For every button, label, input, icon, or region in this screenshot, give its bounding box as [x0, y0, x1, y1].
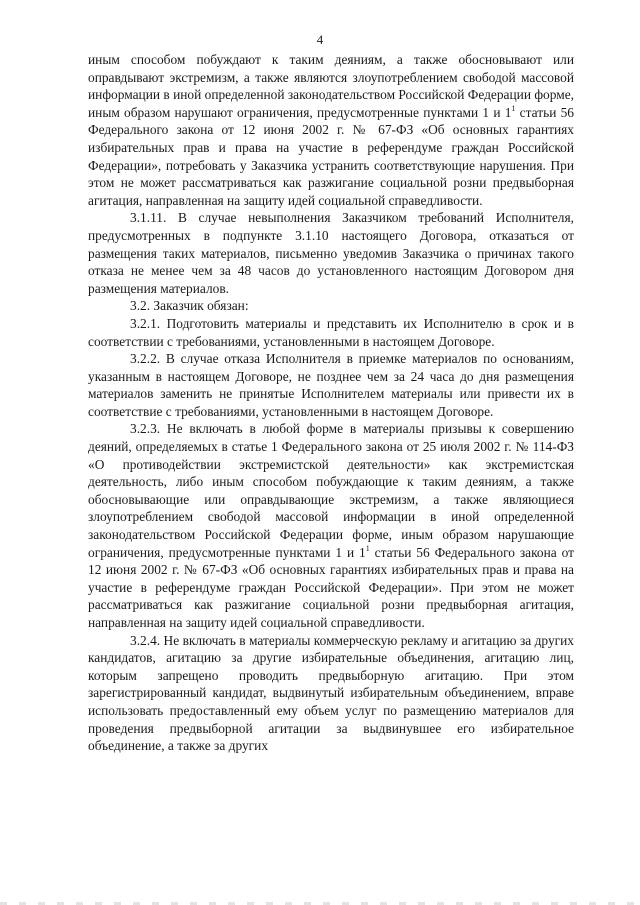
text-run: 3.2. Заказчик обязан:	[130, 298, 249, 314]
document-body	[88, 51, 574, 755]
superscript: 1	[511, 103, 516, 113]
paragraph	[88, 350, 574, 420]
paragraph	[88, 209, 574, 297]
paragraph	[88, 315, 574, 350]
text-run: статьи 56 Федерального закона от 12 июня 2002 г. № 67-ФЗ «Об основных гарантиях избирательных прав и права на участие в референдуме граждан Российской Федерации», потребовать у Заказчика устранить соответствующие нарушения. При этом не может рассматриваться как разжигание социальной розни предвыборная агитация, направленная на защиту идей социальной справедливости.	[88, 104, 574, 208]
text-run: 3.2.4. Не включать в материалы коммерческую рекламу и агитацию за других кандидатов, агитацию за другие избирательные объединения, агитацию лиц, которым запрещено проводить предвыборную агитацию. При этом зарегистрированный кандидат, выдвинутый избирательным объединением, вправе использовать предоставленный ему объем услуг по размещению материалов для проведения предвыборной агитации за выдвинувшее его избирательное объединение, а также за других	[88, 632, 574, 754]
superscript: 1	[365, 543, 370, 553]
text-run: статьи 56 Федерального закона от 12 июня 2002 г. № 67-ФЗ «Об основных гарантиях избирательных прав и права на участие в референдуме граждан Российской Федерации». При этом не может рассматриваться как разжигание социальной розни предвыборная агитация, направленная на защиту идей социальной справедливости.	[88, 544, 574, 630]
text-run: иным способом побуждают к таким деяниям, а также обосновывают или оправдывают экстремизм, а также являются злоупотреблением свободой массовой информации в иной определенной законодательством Российской Федерации форме, иным образом нарушают ограничения, предусмотренные пунктами 1 и 1	[88, 52, 574, 120]
paragraph	[88, 297, 574, 315]
text-run: 3.2.2. В случае отказа Исполнителя в приемке материалов по основаниям, указанным в настоящем Договоре, не позднее чем за 24 часа до дня размещения материалов заменить не принятые Исполнителем материалы или привести их в соответствие с требованиями, установленными в настоящем Договоре.	[88, 351, 574, 419]
paragraph	[88, 51, 574, 209]
paragraph	[88, 632, 574, 755]
text-run: 3.2.1. Подготовить материалы и представить их Исполнителю в срок и в соответствии с требованиями, установленными в настоящем Договоре.	[88, 315, 574, 349]
page-number: 4	[316, 32, 324, 47]
text-run: 3.2.3. Не включать в любой форме в материалы призывы к совершению деяний, определяемых в статье 1 Федерального закона от 25 июля 2002 г. № 114-ФЗ «О противодействии экстремистской деятельности» как экстремистская деятельность, либо иным способом побуждающие к таким деяниям, а также обосновывающие или оправдывающие экстремизм, а также являющиеся злоупотреблением свободой массовой информации в иной определенной законодательством Российской Федерации форме, иным образом нарушающие ограничения, предусмотренные пунктами 1 и 1	[88, 421, 574, 560]
text-run: 3.1.11. В случае невыполнения Заказчиком требований Исполнителя, предусмотренных в подпункте 3.1.10 настоящего Договора, отказаться от размещения таких материалов, письменно уведомив Заказчика о причинах такого отказа не менее чем за 48 часов до установленного настоящим Договором дня размещения материалов.	[88, 210, 574, 296]
paragraph	[88, 420, 574, 631]
